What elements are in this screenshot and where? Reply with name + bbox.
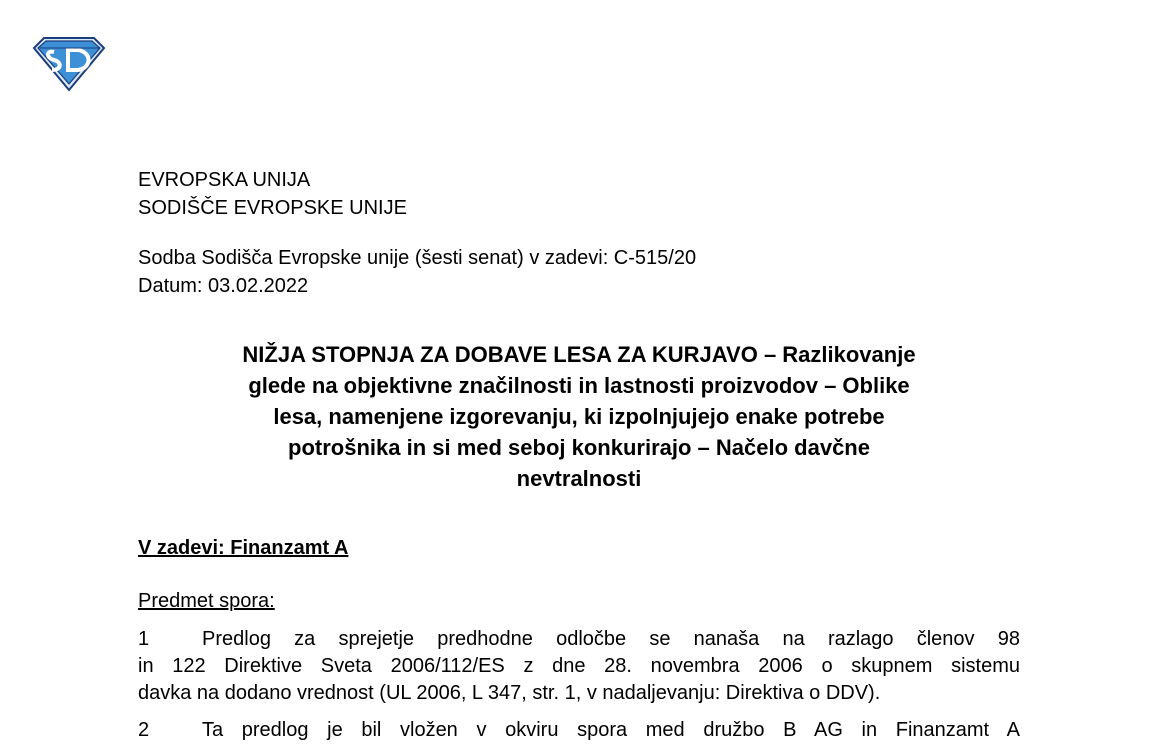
paragraph-line: in 122 Direktive Sveta 2006/112/ES z dne 28. novembra 2006 o skupnem sistemu [138,655,1020,677]
title-line: lesa, namenjene izgorevanju, ki izpolnjujejo enake potrebe [273,404,885,429]
case-parties-heading: V zadevi: Finanzamt A [138,537,349,559]
paragraph-line [138,717,1020,744]
case-date: Datum: 03.02.2022 [138,275,309,297]
case-info [138,244,696,300]
case-reference: Sodba Sodišča Evropske unije (šesti senat) v zadevi: C-515/20 [138,247,697,269]
title-line: potrošnika in si med seboj konkurirajo – Načelo davčne [288,435,870,460]
paragraph-text: Predlog za sprejetje predhodne odločbe se nanaša na razlago členov 98 [202,628,1020,650]
court-header [138,166,407,222]
title-line: nevtralnosti [516,466,642,491]
paragraph-number: 1 [138,628,150,650]
paragraph-text: Ta predlog je bil vložen v okviru spora med družbo B AG in Finanzamt A [202,719,1020,741]
title-line: NIŽJA STOPNJA ZA DOBAVE LESA ZA KURJAVO – Razlikovanje [242,342,916,367]
paragraph-2 [138,717,1020,744]
paragraph-1 [138,626,1020,707]
header-court: SODIŠČE EVROPSKE UNIJE [138,197,407,219]
paragraph-line [138,626,1020,653]
subject-heading: Predmet spora: [138,590,275,612]
judgment-title [138,339,1020,494]
header-union: EVROPSKA UNIJA [138,169,311,191]
sd-diamond-logo-icon [32,36,106,92]
title-line: glede na objektivne značilnosti in lastnosti proizvodov – Oblike [248,373,910,398]
paragraph-number: 2 [138,719,150,741]
paragraph-line: davka na dodano vrednost (UL 2006, L 347, str. 1, v nadaljevanju: Direktiva o DDV). [138,682,881,704]
